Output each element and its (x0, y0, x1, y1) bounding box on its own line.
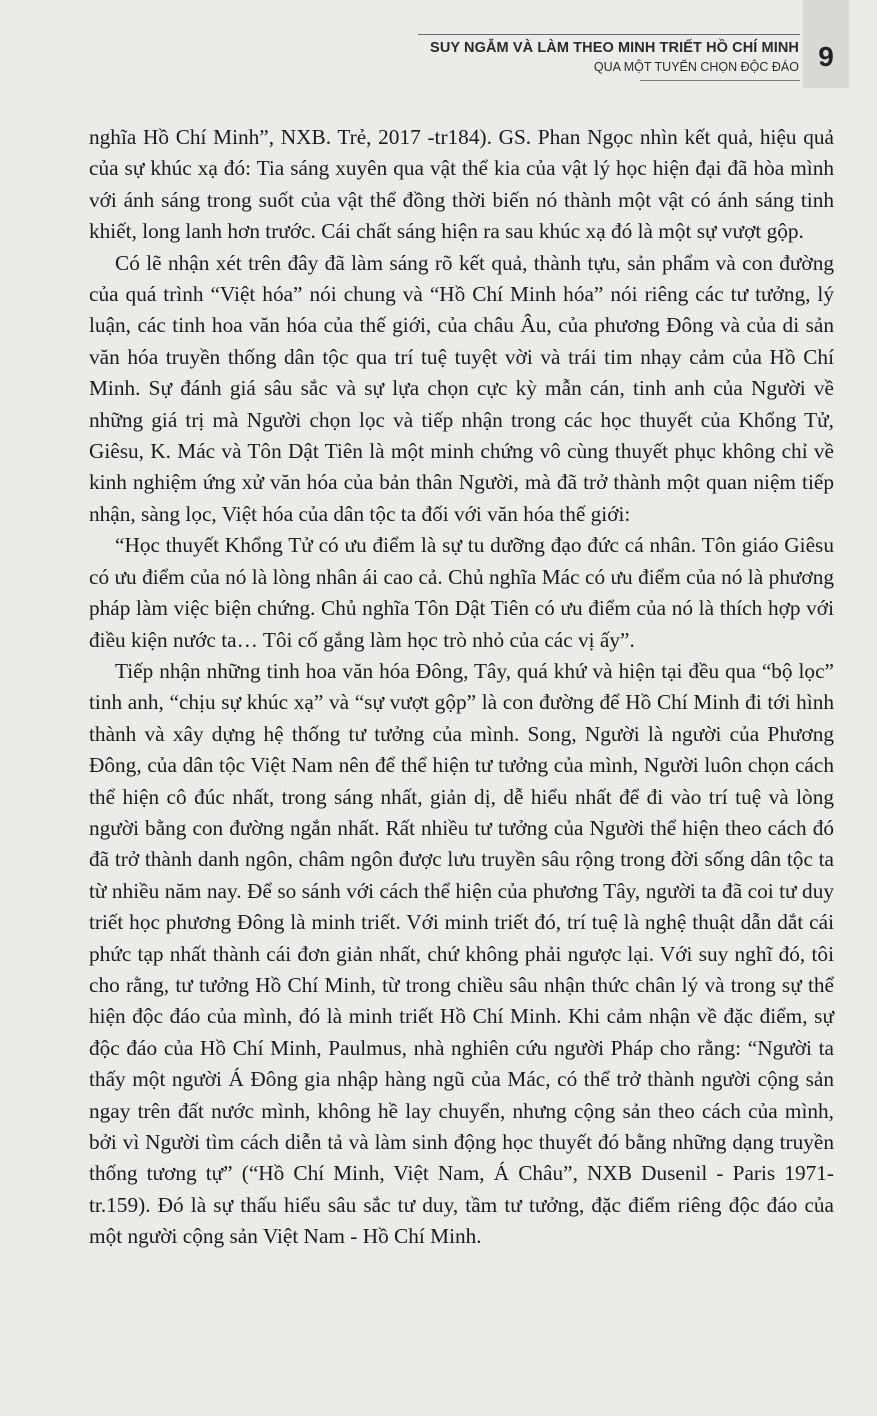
paragraph: Có lẽ nhận xét trên đây đã làm sáng rõ kết quả, thành tựu, sản phẩm và con đường của quá trình “Việt hóa” nói chung và “Hồ Chí Minh hóa” nói riêng các tư tưởng, lý luận, các tinh hoa văn hóa của thế giới, của châu Âu, của phương Đông và của di sản văn hóa truyền thống dân tộc qua trí tuệ tuyệt vời và trái tim nhạy cảm của Hồ Chí Minh. Sự đánh giá sâu sắc và sự lựa chọn cực kỳ mẫn cán, tinh anh của Người về những giá trị mà Người chọn lọc và tiếp nhận trong các học thuyết của Khổng Tử, Giêsu, K. Mác và Tôn Dật Tiên là một minh chứng vô cùng thuyết phục không chỉ về kinh nghiệm ứng xử văn hóa của bản thân Người, mà đã trở thành một quan niệm tiếp nhận, sàng lọc, Việt hóa của dân tộc ta đối với văn hóa thế giới: (89, 250, 834, 526)
book-title: SUY NGẪM VÀ LÀM THEO MINH TRIẾT HỒ CHÍ MINH (430, 40, 799, 56)
page-number: 9 (818, 41, 834, 72)
header-rule (418, 34, 800, 35)
paragraph: Tiếp nhận những tinh hoa văn hóa Đông, Tây, quá khứ và hiện tại đều qua “bộ lọc” tinh anh, “chịu sự khúc xạ” và “sự vượt gộp” là con đường để Hồ Chí Minh đi tới hình thành và xây dựng hệ thống tư tưởng của mình. Song, Người là người của Phương Đông, của dân tộc Việt Nam nên để thể hiện tư tưởng của mình, Người luôn chọn cách thể hiện cô đúc nhất, trong sáng nhất, giản dị, dễ hiểu nhất để đi vào trí tuệ và lòng người bằng con đường ngắn nhất. Rất nhiều tư tưởng của Người thể hiện theo cách đó đã trở thành danh ngôn, châm ngôn được lưu truyền sâu rộng trong đời sống dân tộc ta từ nhiều năm nay. Để so sánh với cách thể hiện của phương Tây, người ta đã coi tư duy triết học phương Đông là minh triết. Với minh triết đó, trí tuệ là nghệ thuật dẫn dắt cái phức tạp nhất thành cái đơn giản nhất, chứ không phải ngược lại. Với suy nghĩ đó, tôi cho rằng, tư tưởng Hồ Chí Minh, từ trong chiều sâu nhận thức chân lý và trong sự thể hiện độc đáo của mình, đó là minh triết Hồ Chí Minh. Khi cảm nhận về đặc điểm, sự độc đáo của Hồ Chí Minh, Paulmus, nhà nghiên cứu người Pháp cho rằng: “Người ta thấy một người Á Đông gia nhập hàng ngũ của Mác, có thể trở thành người cộng sản ngay trên đất nước mình, không hề lay chuyển, nhưng cộng sản theo cách của mình, bởi vì Người tìm cách diễn tả và làm sinh động học thuyết đó bằng những dạng truyền thống tương tự” (“Hồ Chí Minh, Việt Nam, Á Châu”, NXB Dusenil - Paris 1971-tr.159). Đó là sự thấu hiểu sâu sắc tư duy, tầm tư tưởng, đặc điểm riêng độc đáo của một người cộng sản Việt Nam - Hồ Chí Minh. (89, 658, 834, 1249)
quotation: “Học thuyết Khổng Tử có ưu điểm là sự tu dưỡng đạo đức cá nhân. Tôn giáo Giêsu có ưu điểm của nó là lòng nhân ái cao cả. Chủ nghĩa Mác có ưu điểm của nó là phương pháp làm việc biện chứng. Chủ nghĩa Tôn Dật Tiên có ưu điểm của nó là thích hợp với điều kiện nước ta… Tôi cố gắng làm học trò nhỏ của các vị ấy”. (89, 533, 834, 652)
subtitle-rule (640, 80, 800, 81)
paragraph-continuation: nghĩa Hồ Chí Minh”, NXB. Trẻ, 2017 -tr184). GS. Phan Ngọc nhìn kết quả, hiệu quả của sự khúc xạ đó: Tia sáng xuyên qua vật thể kia của vật lý học hiện đại đã hòa mình với ánh sáng trong suốt của vật thể đồng thời biến nó thành một vật có ánh sáng tinh khiết, long lanh hơn trước. Cái chất sáng hiện ra sau khúc xạ đó là một sự vượt gộp. (89, 125, 834, 244)
body-text (89, 122, 834, 1253)
book-subtitle: QUA MỘT TUYỂN CHỌN ĐỘC ĐÁO (593, 60, 799, 74)
running-header (0, 0, 877, 90)
